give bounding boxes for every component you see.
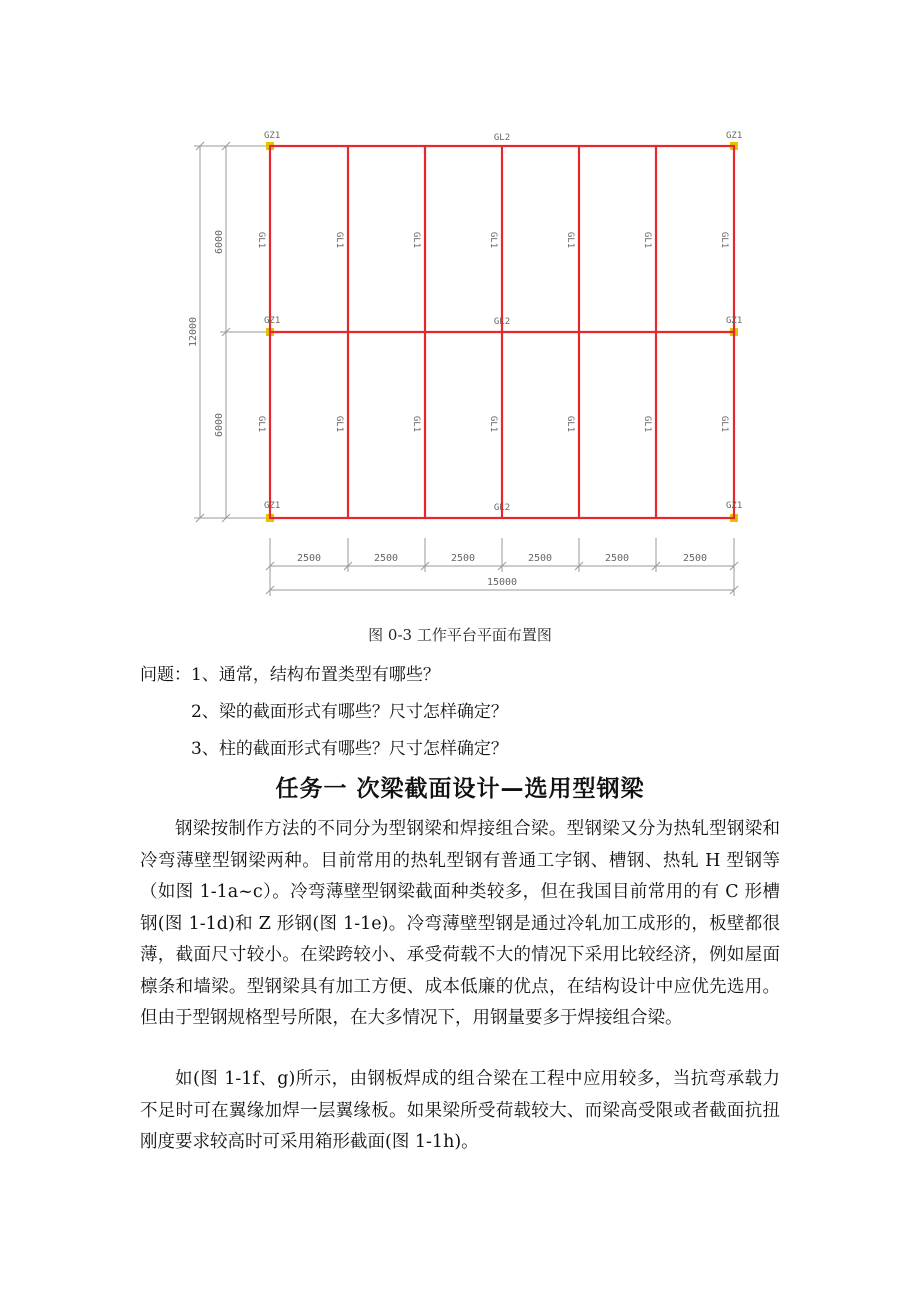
column-label: GZ1: [726, 501, 743, 511]
dim-span-3: 2500: [450, 553, 476, 564]
dim-span-2: 2500: [373, 553, 399, 564]
secondary-beam-label: GL1: [256, 415, 266, 433]
column-label: GZ1: [264, 316, 281, 326]
dim-lower-6000: 6000: [214, 412, 225, 438]
dim-total-12000: 12000: [188, 316, 199, 348]
question-2: 2、梁的截面形式有哪些？尺寸怎样确定？: [191, 702, 508, 722]
dim-span-1: 2500: [296, 553, 322, 564]
secondary-beam-label: GL1: [642, 231, 652, 249]
secondary-beam-label: GL1: [719, 415, 729, 433]
secondary-beam-label: GL1: [334, 231, 344, 249]
column-label: GZ1: [726, 131, 743, 141]
main-beam-label: GL2: [493, 503, 511, 513]
secondary-beam-label: GL1: [411, 415, 421, 433]
question-3: 3、柱的截面形式有哪些？尺寸怎样确定？: [191, 739, 508, 759]
figure-caption: 图 0-3 工作平台平面布置图: [368, 626, 552, 644]
question-1: 问题：1、通常，结构布置类型有哪些？: [140, 665, 440, 685]
secondary-beam-label: GL1: [565, 231, 575, 249]
section-title: 任务一 次梁截面设计—选用型钢梁: [275, 776, 645, 802]
column-label: GZ1: [726, 316, 743, 326]
beam-grid: [270, 146, 734, 518]
secondary-beam-label: GL1: [411, 231, 421, 249]
dim-span-6: 2500: [682, 553, 708, 564]
vertical-dimensions: [194, 142, 266, 522]
secondary-beam-label: GL1: [719, 231, 729, 249]
platform-layout-plan: [0, 0, 920, 620]
paragraph-2: 如(图 1-1f、g)所示，由钢板焊成的组合梁在工程中应用较多，当抗弯承载力不足时可在翼缘加焊一层翼缘板。如果梁所受荷载较大、而梁高受限或者截面抗扭刚度要求较高时可采用箱形截面(图 1-1h)。: [140, 1069, 780, 1152]
paragraph-1: 钢梁按制作方法的不同分为型钢梁和焊接组合梁。型钢梁又分为热轧型钢梁和冷弯薄壁型钢梁两种。目前常用的热轧型钢有普通工字钢、槽钢、热轧 H 型钢等（如图 1-1a~c）。冷弯薄壁型钢梁截面种类较多，但在我国目前常用的有 C 形槽钢(图 1-1d)和 Z 形钢(图 1-1e)。冷弯薄壁型钢是通过冷轧加工成形的，板壁都很薄，截面尺寸较小。在梁跨较小、承受荷载不大的情况下采用比较经济，例如屋面檩条和墙梁。型钢梁具有加工方便、成本低廉的优点，在结构设计中应优先选用。但由于型钢规格型号所限，在大多情况下，用钢量要多于焊接组合梁。: [140, 819, 780, 1028]
secondary-beam-label: GL1: [565, 415, 575, 433]
secondary-beam-label: GL1: [488, 415, 498, 433]
secondary-beam-label: GL1: [488, 231, 498, 249]
secondary-beam-label: GL1: [642, 415, 652, 433]
column-label: GZ1: [264, 501, 281, 511]
dim-total-15000: 15000: [486, 577, 518, 588]
dim-upper-6000: 6000: [214, 229, 225, 255]
secondary-beam-label: GL1: [334, 415, 344, 433]
secondary-beam-label: GL1: [256, 231, 266, 249]
dim-span-5: 2500: [604, 553, 630, 564]
main-beam-label: GL2: [493, 317, 511, 327]
dim-span-4: 2500: [527, 553, 553, 564]
column-label: GZ1: [264, 131, 281, 141]
main-beam-label: GL2: [493, 133, 511, 143]
